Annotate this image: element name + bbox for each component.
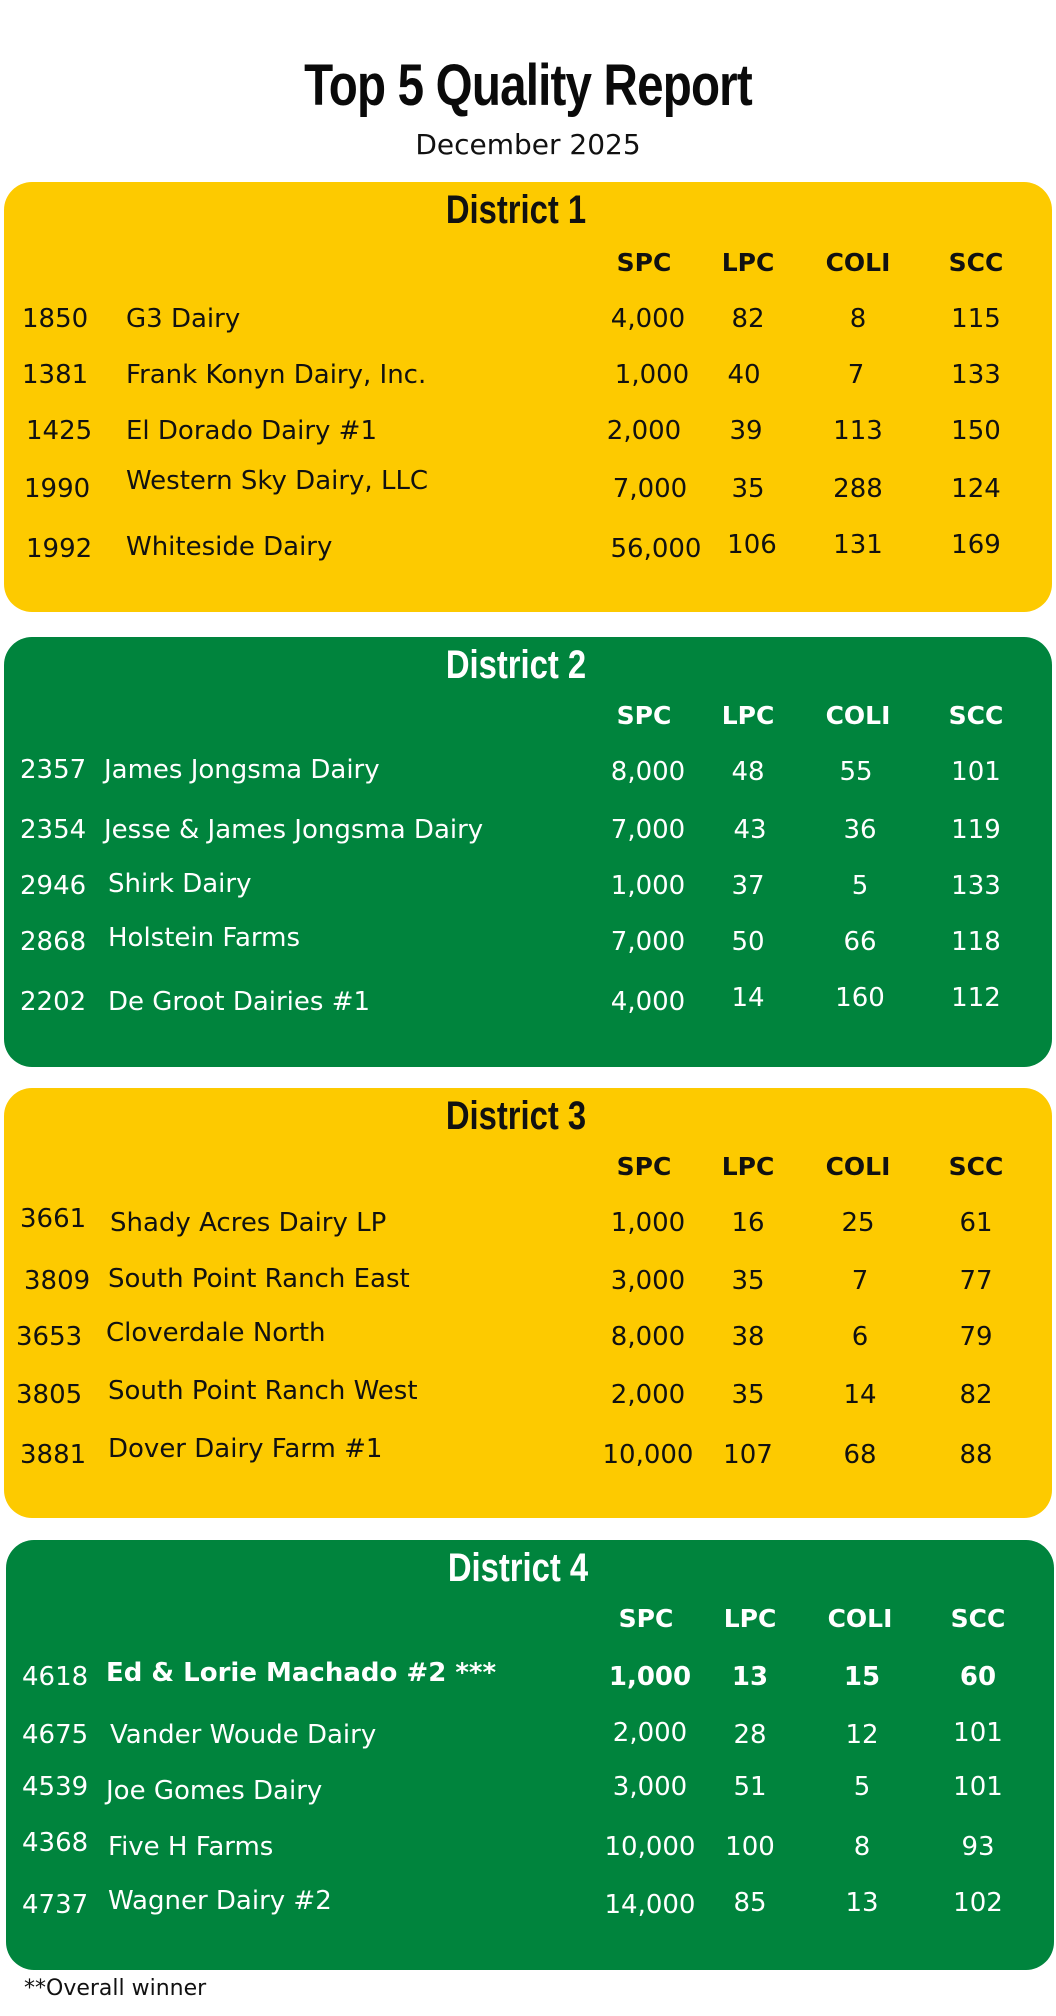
lpc-value: 51 — [733, 1772, 767, 1802]
spc-value: 8,000 — [610, 1322, 686, 1352]
district-3-panel — [4, 1088, 1052, 1518]
dairy-id: 2202 — [20, 987, 87, 1017]
spc-value: 10,000 — [602, 1440, 694, 1470]
table-row — [4, 1204, 1052, 1248]
spc-value: 7,000 — [612, 474, 688, 504]
lpc-value: 40 — [727, 360, 761, 390]
district-4-panel — [6, 1540, 1054, 1970]
scc-value: 169 — [951, 530, 1001, 560]
scc-value: 101 — [953, 1718, 1003, 1748]
column-header-spc: SPC — [616, 701, 672, 730]
scc-value: 77 — [959, 1266, 993, 1296]
district-2-panel — [4, 637, 1052, 1067]
dairy-id: 2868 — [20, 927, 87, 957]
lpc-value: 28 — [733, 1720, 767, 1750]
lpc-value: 50 — [731, 927, 765, 957]
table-row — [4, 530, 1052, 574]
column-header-coli: COLI — [825, 701, 891, 730]
spc-value: 7,000 — [610, 815, 686, 845]
table-row — [4, 466, 1052, 514]
column-header-spc: SPC — [618, 1604, 674, 1633]
column-header-scc: SCC — [948, 248, 1004, 277]
lpc-value: 82 — [731, 304, 765, 334]
column-header-scc: SCC — [948, 1152, 1004, 1181]
coli-value: 288 — [833, 474, 883, 504]
coli-value: 36 — [843, 815, 877, 845]
coli-value: 160 — [835, 983, 885, 1013]
district-title: District 4 — [447, 1546, 589, 1590]
scc-value: 61 — [959, 1208, 993, 1238]
spc-value: 56,000 — [610, 534, 702, 564]
dairy-id: 4368 — [22, 1828, 89, 1858]
coli-value: 6 — [851, 1322, 869, 1352]
dairy-name: James Jongsma Dairy — [104, 755, 380, 785]
table-row — [4, 923, 1052, 967]
coli-value: 66 — [843, 927, 877, 957]
column-header-spc: SPC — [616, 248, 672, 277]
dairy-id: 1992 — [26, 534, 93, 564]
dairy-id: 4737 — [22, 1890, 89, 1920]
column-header-coli: COLI — [827, 1604, 893, 1633]
lpc-value: 13 — [731, 1662, 769, 1692]
coli-value: 55 — [839, 757, 873, 787]
lpc-value: 35 — [731, 1380, 765, 1410]
dairy-id: 2946 — [20, 871, 87, 901]
dairy-id: 4675 — [22, 1720, 89, 1750]
dairy-name: Whiteside Dairy — [126, 532, 333, 562]
dairy-name: Ed & Lorie Machado #2 *** — [106, 1658, 497, 1688]
district-title: District 2 — [445, 643, 587, 687]
spc-value: 4,000 — [610, 987, 686, 1017]
coli-value: 5 — [851, 871, 869, 901]
spc-value: 8,000 — [610, 757, 686, 787]
scc-value: 88 — [959, 1440, 993, 1470]
dairy-name: Frank Konyn Dairy, Inc. — [126, 360, 427, 390]
coli-value: 7 — [851, 1266, 869, 1296]
spc-value: 2,000 — [612, 1718, 688, 1748]
spc-value: 3,000 — [610, 1266, 686, 1296]
spc-value: 4,000 — [610, 304, 686, 334]
column-header-spc: SPC — [616, 1152, 672, 1181]
dairy-id: 3805 — [16, 1380, 83, 1410]
column-header-coli: COLI — [825, 248, 891, 277]
dairy-name: Five H Farms — [108, 1832, 274, 1862]
dairy-name: Wagner Dairy #2 — [108, 1886, 332, 1916]
dairy-name: De Groot Dairies #1 — [108, 987, 371, 1017]
lpc-value: 35 — [731, 474, 765, 504]
district-title: District 1 — [445, 188, 587, 232]
scc-value: 133 — [951, 871, 1001, 901]
table-row — [4, 1434, 1052, 1480]
coli-value: 8 — [849, 304, 867, 334]
scc-value: 150 — [951, 416, 1001, 446]
page-title: Top 5 Quality Report — [304, 53, 752, 118]
column-header-lpc: LPC — [723, 1604, 777, 1633]
scc-value: 101 — [951, 757, 1001, 787]
dairy-id: 3881 — [20, 1440, 87, 1470]
dairy-name: El Dorado Dairy #1 — [126, 416, 377, 446]
scc-value: 93 — [961, 1832, 995, 1862]
scc-value: 115 — [951, 304, 1001, 334]
table-row — [4, 1318, 1052, 1362]
column-header-scc: SCC — [950, 1604, 1006, 1633]
lpc-value: 39 — [729, 416, 763, 446]
scc-value: 119 — [951, 815, 1001, 845]
spc-value: 14,000 — [604, 1890, 696, 1920]
dairy-name: Jesse & James Jongsma Dairy — [104, 815, 484, 845]
dairy-id: 4539 — [22, 1772, 89, 1802]
table-row — [4, 360, 1052, 400]
column-header-lpc: LPC — [721, 248, 775, 277]
lpc-value: 14 — [731, 983, 765, 1013]
table-row — [4, 983, 1052, 1027]
scc-value: 101 — [953, 1772, 1003, 1802]
spc-value: 10,000 — [604, 1832, 696, 1862]
table-row-winner — [6, 1658, 1054, 1702]
dairy-id: 4618 — [22, 1662, 89, 1692]
dairy-id: 3653 — [16, 1322, 83, 1352]
spc-value: 1,000 — [608, 1662, 692, 1692]
scc-value: 112 — [951, 983, 1001, 1013]
spc-value: 7,000 — [610, 927, 686, 957]
dairy-name: Dover Dairy Farm #1 — [108, 1434, 383, 1464]
dairy-name: Cloverdale North — [106, 1318, 326, 1348]
lpc-value: 16 — [731, 1208, 765, 1238]
scc-value: 82 — [959, 1380, 993, 1410]
district-title: District 3 — [445, 1094, 587, 1138]
table-row — [6, 1772, 1054, 1816]
dairy-id: 1425 — [26, 416, 93, 446]
scc-value: 102 — [953, 1888, 1003, 1918]
coli-value: 131 — [833, 530, 883, 560]
lpc-value: 106 — [727, 530, 777, 560]
lpc-value: 43 — [733, 815, 767, 845]
spc-value: 2,000 — [606, 416, 682, 446]
dairy-name: Joe Gomes Dairy — [106, 1776, 323, 1806]
dairy-name: South Point Ranch East — [108, 1264, 410, 1294]
scc-value: 79 — [959, 1322, 993, 1352]
dairy-name: Western Sky Dairy, LLC — [126, 466, 429, 496]
dairy-name: Shirk Dairy — [108, 869, 252, 899]
spc-value: 2,000 — [610, 1380, 686, 1410]
spc-value: 1,000 — [614, 360, 690, 390]
lpc-value: 107 — [723, 1440, 773, 1470]
table-row — [4, 304, 1052, 344]
coli-value: 13 — [845, 1888, 879, 1918]
table-row — [4, 1266, 1052, 1306]
table-row — [4, 871, 1052, 911]
dairy-name: Shady Acres Dairy LP — [110, 1208, 387, 1238]
lpc-value: 37 — [731, 871, 765, 901]
lpc-value: 85 — [733, 1888, 767, 1918]
coli-value: 7 — [847, 360, 865, 390]
coli-value: 14 — [843, 1380, 877, 1410]
scc-value: 133 — [951, 360, 1001, 390]
table-row — [6, 1828, 1054, 1872]
dairy-id: 3809 — [24, 1266, 91, 1296]
dairy-id: 1850 — [22, 304, 89, 334]
dairy-id: 2357 — [20, 755, 87, 785]
dairy-name: Vander Woude Dairy — [110, 1720, 377, 1750]
spc-value: 1,000 — [610, 871, 686, 901]
column-header-scc: SCC — [948, 701, 1004, 730]
table-row — [6, 1886, 1054, 1930]
scc-value: 124 — [951, 474, 1001, 504]
spc-value: 1,000 — [610, 1208, 686, 1238]
dairy-id: 3661 — [20, 1204, 87, 1234]
coli-value: 113 — [833, 416, 883, 446]
table-row — [4, 757, 1052, 797]
scc-value: 60 — [959, 1662, 997, 1692]
coli-value: 25 — [841, 1208, 875, 1238]
dairy-name: South Point Ranch West — [108, 1376, 418, 1406]
spc-value: 3,000 — [612, 1772, 688, 1802]
coli-value: 8 — [853, 1832, 871, 1862]
dairy-name: G3 Dairy — [126, 304, 241, 334]
dairy-name: Holstein Farms — [108, 923, 300, 953]
lpc-value: 38 — [731, 1322, 765, 1352]
dairy-id: 1990 — [24, 474, 91, 504]
dairy-id: 2354 — [20, 815, 87, 845]
coli-value: 68 — [843, 1440, 877, 1470]
table-row — [4, 416, 1052, 456]
column-header-coli: COLI — [825, 1152, 891, 1181]
column-header-lpc: LPC — [721, 1152, 775, 1181]
coli-value: 15 — [843, 1662, 881, 1692]
table-row — [6, 1720, 1054, 1760]
dairy-id: 1381 — [22, 360, 89, 390]
table-row — [4, 815, 1052, 855]
district-1-panel — [4, 182, 1052, 612]
column-header-lpc: LPC — [721, 701, 775, 730]
scc-value: 118 — [951, 927, 1001, 957]
footnote: **Overall winner — [24, 1976, 207, 2001]
table-row — [4, 1376, 1052, 1420]
lpc-value: 35 — [731, 1266, 765, 1296]
lpc-value: 48 — [731, 757, 765, 787]
page-subtitle: December 2025 — [415, 128, 641, 161]
coli-value: 5 — [853, 1772, 871, 1802]
lpc-value: 100 — [725, 1832, 775, 1862]
coli-value: 12 — [845, 1720, 879, 1750]
